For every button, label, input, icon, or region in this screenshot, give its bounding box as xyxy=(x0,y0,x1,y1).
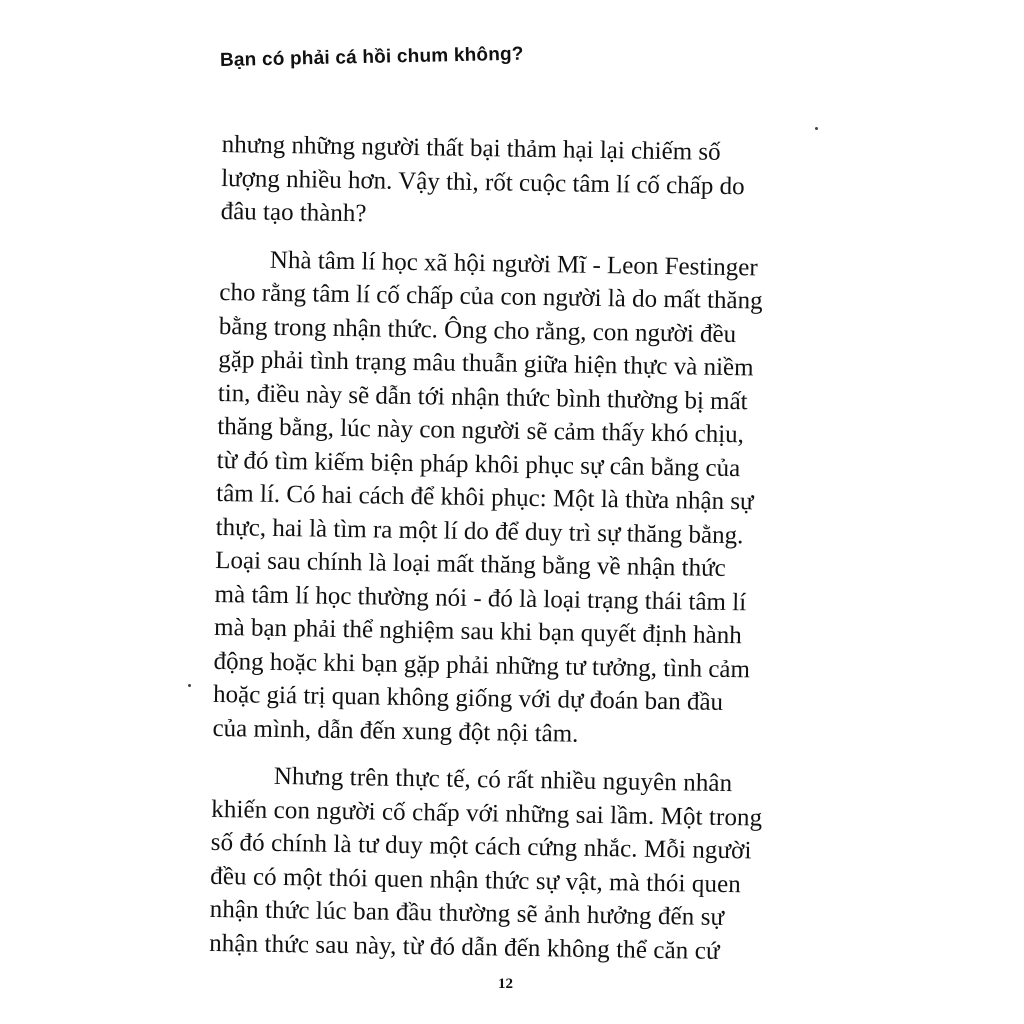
text-line: đâu tạo thành? xyxy=(220,197,367,228)
text-line: từ đó tìm kiếm biện pháp khôi phục sự cân bằng của xyxy=(216,446,741,482)
text-line: tâm lí. Có hai cách để khôi phục: Một là thừa nhận sự xyxy=(216,479,754,516)
text-line: Loại sau chính là loại mất thăng bằng về nhận thức xyxy=(214,546,726,582)
paragraph-3 xyxy=(209,759,812,969)
text-line: cho rằng tâm lí cố chấp của con người là do mất thăng xyxy=(219,278,763,315)
text-line: mà tâm lí học thường nói - đó là loại trạng thái tâm lí xyxy=(214,580,747,616)
text-line: lượng nhiều hơn. Vậy thì, rốt cuộc tâm lí cố chấp do xyxy=(221,164,745,200)
text-line: động hoặc khi bạn gặp phải những tư tưởng, tình cảm xyxy=(213,647,751,683)
scan-speck xyxy=(815,127,818,130)
body-text xyxy=(209,128,822,969)
text-line: Nhưng trên thực tế, có rất nhiều nguyên nhân xyxy=(273,762,733,798)
page-number: 12 xyxy=(498,976,513,992)
text-line: Nhà tâm lí học xã hội người Mĩ - Leon Festinger xyxy=(269,246,758,281)
text-line: bằng trong nhận thức. Ông cho rằng, con người đều xyxy=(218,312,737,348)
text-line: gặp phải tình trạng mâu thuẫn giữa hiện thực và niềm xyxy=(218,345,754,382)
text-line: khiến con người cố chấp với những sai lầm. Một trong xyxy=(211,795,763,832)
text-line: của mình, dẫn đến xung đột nội tâm. xyxy=(212,714,579,748)
text-line: thực, hai là tìm ra một lí do để duy trì sự thăng bằng. xyxy=(215,513,744,549)
text-line: nhận thức sau này, từ đó dẫn đến không thể căn cứ xyxy=(208,929,720,965)
paragraph-2 xyxy=(212,242,820,754)
text-line: thăng bằng, lúc này con người sẽ cảm thấy khó chịu, xyxy=(217,412,745,449)
scan-speck xyxy=(188,684,191,687)
text-line: đều có một thói quen nhận thức sự vật, mà thói quen xyxy=(210,862,742,898)
text-line: nhưng những người thất bại thảm hại lại chiếm số xyxy=(221,130,721,166)
paragraph-1 xyxy=(220,128,822,238)
running-header: Bạn có phải cá hồi chum không? xyxy=(219,43,524,71)
text-line: mà bạn phải thể nghiệm sau khi bạn quyết định hành xyxy=(213,613,742,650)
text-line: hoặc giá trị quan không giống với dự đoán ban đầu xyxy=(212,680,724,716)
text-line: số đó chính là tư duy một cách cứng nhắc. Mỗi người xyxy=(210,828,752,865)
text-line: tin, điều này sẽ dẫn tới nhận thức bình thường bị mất xyxy=(217,379,748,415)
text-line: nhận thức lúc ban đầu thường sẽ ảnh hưởng đến sự xyxy=(209,895,725,931)
